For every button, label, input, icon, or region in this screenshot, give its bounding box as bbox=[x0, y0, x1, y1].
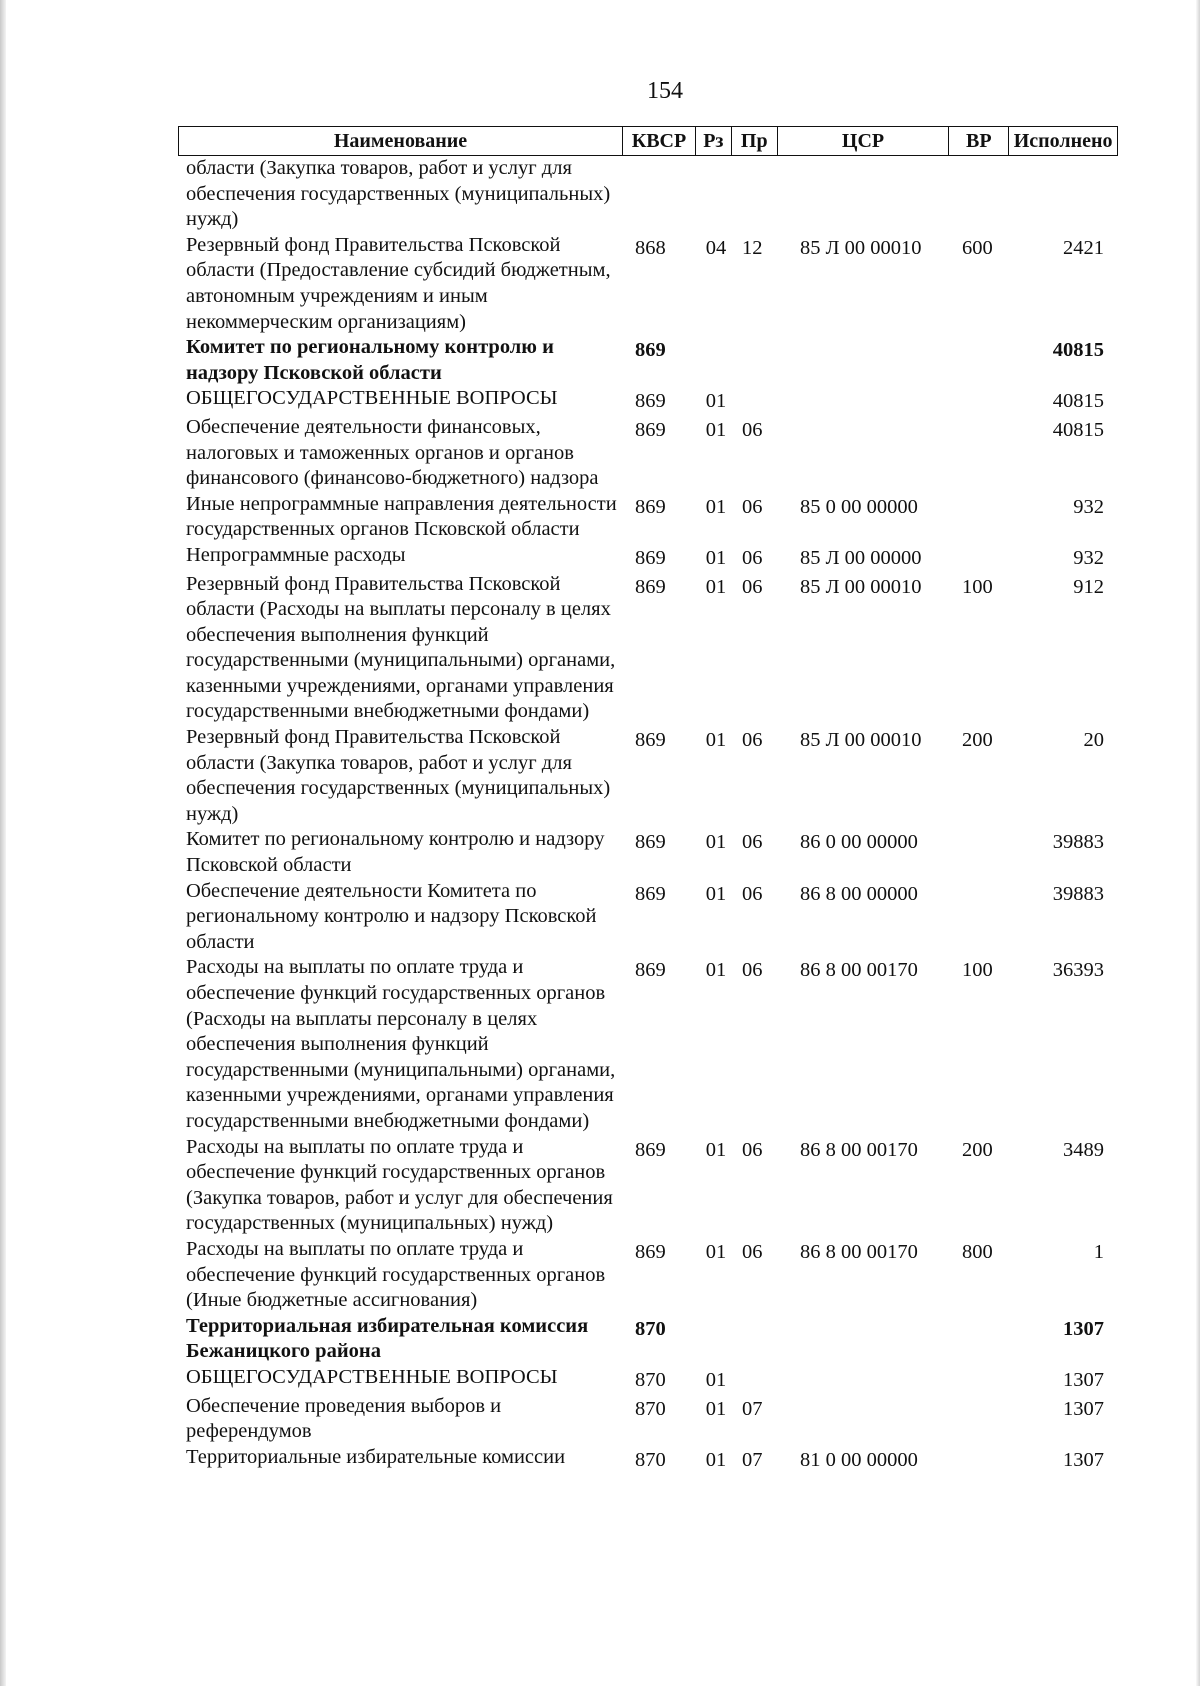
cell-rz: 01 bbox=[705, 1240, 727, 1263]
table-row bbox=[178, 1314, 1118, 1365]
cell-executed: 1307 bbox=[1063, 1397, 1104, 1420]
cell-rz: 01 bbox=[705, 1448, 727, 1471]
cell-kvsr: 870 bbox=[635, 1368, 666, 1391]
table-row bbox=[178, 725, 1118, 827]
cell-pr bbox=[732, 156, 778, 159]
cell-rz: 01 bbox=[705, 495, 727, 518]
cell-pr bbox=[732, 386, 778, 389]
header-kvsr: КВСР bbox=[623, 127, 696, 155]
cell-pr: 07 bbox=[742, 1448, 763, 1471]
cell-name: Обеспечение деятельности финансовых, налоговых и таможенных органов и органов финансового (финансово-бюджетного) надзора bbox=[186, 415, 599, 490]
scan-edge-right bbox=[1196, 0, 1200, 1686]
cell-kvsr: 869 bbox=[635, 390, 666, 413]
cell-csr: 85 Л 00 00000 bbox=[800, 546, 922, 569]
cell-executed: 932 bbox=[1073, 495, 1104, 518]
cell-csr: 86 8 00 00000 bbox=[800, 882, 918, 905]
cell-executed: 36393 bbox=[1052, 959, 1104, 982]
table-row bbox=[178, 543, 1118, 572]
cell-csr bbox=[778, 1365, 950, 1368]
cell-name: ОБЩЕГОСУДАРСТВЕННЫЕ ВОПРОСЫ bbox=[186, 1365, 558, 1388]
cell-rz: 01 bbox=[705, 1397, 727, 1420]
cell-vr bbox=[950, 879, 1010, 882]
cell-kvsr: 869 bbox=[635, 495, 666, 518]
table-row bbox=[178, 492, 1118, 543]
cell-vr bbox=[950, 1314, 1010, 1317]
cell-vr: 200 bbox=[962, 1138, 993, 1161]
cell-executed: 20 bbox=[1083, 729, 1104, 752]
cell-executed: 39883 bbox=[1052, 831, 1104, 854]
cell-pr: 06 bbox=[742, 1240, 763, 1263]
cell-rz: 01 bbox=[705, 1368, 727, 1391]
cell-vr bbox=[950, 543, 1010, 546]
header-name: Наименование bbox=[179, 127, 623, 155]
cell-name: Обеспечение деятельности Комитета по региональному контролю и надзору Псковской области bbox=[186, 879, 597, 953]
header-pr: Пр bbox=[732, 127, 778, 155]
cell-csr: 85 Л 00 00010 bbox=[800, 575, 922, 598]
cell-executed bbox=[1010, 156, 1118, 159]
cell-csr bbox=[778, 415, 950, 418]
cell-kvsr: 868 bbox=[635, 236, 666, 259]
cell-vr bbox=[950, 1365, 1010, 1368]
cell-vr: 800 bbox=[962, 1240, 993, 1263]
cell-rz: 01 bbox=[705, 959, 727, 982]
table-row bbox=[178, 1365, 1118, 1394]
cell-pr bbox=[732, 335, 778, 338]
cell-rz: 01 bbox=[705, 882, 727, 905]
cell-name: Непрограммные расходы bbox=[186, 543, 406, 566]
cell-pr: 06 bbox=[742, 1138, 763, 1161]
cell-name: Территориальные избирательные комиссии bbox=[186, 1445, 566, 1468]
cell-executed: 912 bbox=[1073, 575, 1104, 598]
cell-name: области (Закупка товаров, работ и услуг для обеспечения государственных (муниципальных) нужд) bbox=[186, 157, 611, 231]
cell-executed: 1307 bbox=[1063, 1448, 1104, 1471]
cell-csr: 86 8 00 00170 bbox=[800, 959, 918, 982]
table-body bbox=[178, 156, 1118, 1473]
table-header-row bbox=[178, 126, 1118, 156]
cell-vr bbox=[950, 827, 1010, 830]
cell-vr: 100 bbox=[962, 575, 993, 598]
table-row bbox=[178, 415, 1118, 492]
table-row bbox=[178, 156, 1118, 233]
cell-csr bbox=[778, 335, 950, 338]
table-row bbox=[178, 233, 1118, 335]
table-row bbox=[178, 1445, 1118, 1474]
cell-executed: 39883 bbox=[1052, 882, 1104, 905]
table-row bbox=[178, 1394, 1118, 1445]
cell-executed: 1307 bbox=[1063, 1317, 1104, 1340]
cell-name: Расходы на выплаты по оплате труда и обеспечение функций государственных органов (Иные бюджетные ассигнования) bbox=[186, 1237, 606, 1312]
cell-executed: 2421 bbox=[1063, 236, 1104, 259]
cell-pr: 07 bbox=[742, 1397, 763, 1420]
cell-rz: 01 bbox=[705, 729, 727, 752]
cell-pr: 06 bbox=[742, 729, 763, 752]
cell-csr: 86 8 00 00170 bbox=[800, 1240, 918, 1263]
cell-csr bbox=[778, 1394, 950, 1397]
cell-rz: 01 bbox=[705, 1138, 727, 1161]
cell-kvsr: 869 bbox=[635, 959, 666, 982]
cell-executed: 40815 bbox=[1052, 390, 1104, 413]
page-number: 154 bbox=[647, 78, 683, 104]
cell-vr bbox=[950, 1445, 1010, 1448]
cell-rz: 01 bbox=[705, 390, 727, 413]
cell-pr: 06 bbox=[742, 575, 763, 598]
cell-executed: 40815 bbox=[1052, 339, 1104, 362]
table-row bbox=[178, 335, 1118, 386]
cell-pr bbox=[732, 1314, 778, 1317]
cell-pr: 12 bbox=[742, 236, 763, 259]
cell-name: Комитет по региональному контролю и надзору Псковской области bbox=[186, 828, 605, 877]
table-row bbox=[178, 1135, 1118, 1237]
cell-name: Расходы на выплаты по оплате труда и обеспечение функций государственных органов (Закупка товаров, работ и услуг для обеспечения государственных (муниципальных) нужд) bbox=[186, 1135, 613, 1235]
cell-rz bbox=[696, 156, 732, 159]
cell-name: ОБЩЕГОСУДАРСТВЕННЫЕ ВОПРОСЫ bbox=[186, 387, 558, 410]
cell-csr: 85 Л 00 00010 bbox=[800, 729, 922, 752]
cell-csr: 85 Л 00 00010 bbox=[800, 236, 922, 259]
header-vr: ВР bbox=[949, 127, 1009, 155]
cell-rz: 01 bbox=[705, 546, 727, 569]
cell-executed: 932 bbox=[1073, 546, 1104, 569]
cell-name: Иные непрограммные направления деятельности государственных органов Псковской области bbox=[186, 492, 617, 541]
cell-kvsr: 869 bbox=[635, 1240, 666, 1263]
cell-kvsr: 869 bbox=[635, 575, 666, 598]
cell-kvsr: 870 bbox=[635, 1317, 666, 1340]
cell-vr: 200 bbox=[962, 729, 993, 752]
cell-csr: 85 0 00 00000 bbox=[800, 495, 918, 518]
cell-executed: 1 bbox=[1093, 1240, 1104, 1263]
cell-rz bbox=[696, 335, 732, 338]
header-executed: Исполнено bbox=[1013, 130, 1113, 152]
cell-executed: 40815 bbox=[1052, 418, 1104, 441]
cell-pr: 06 bbox=[742, 831, 763, 854]
cell-pr: 06 bbox=[742, 418, 763, 441]
cell-pr: 06 bbox=[742, 959, 763, 982]
cell-kvsr: 870 bbox=[635, 1397, 666, 1420]
cell-kvsr: 869 bbox=[635, 729, 666, 752]
cell-rz: 04 bbox=[705, 236, 727, 259]
cell-csr: 81 0 00 00000 bbox=[800, 1448, 918, 1471]
cell-rz: 01 bbox=[705, 575, 727, 598]
cell-kvsr: 869 bbox=[635, 546, 666, 569]
cell-executed: 1307 bbox=[1063, 1368, 1104, 1391]
table-row bbox=[178, 386, 1118, 415]
cell-csr bbox=[778, 156, 950, 159]
cell-name: Комитет по региональному контролю и надзору Псковской области bbox=[186, 336, 554, 384]
cell-vr: 600 bbox=[962, 236, 993, 259]
cell-name: Расходы на выплаты по оплате труда и обеспечение функций государственных органов (Расходы на выплаты персоналу в целях обеспечения выполнения функций государственными (муниципальными) органами, казенными учреждениями, органами управления государственными внебюджетными фондами) bbox=[186, 956, 616, 1132]
cell-kvsr: 869 bbox=[635, 831, 666, 854]
header-rz: Рз bbox=[696, 127, 732, 155]
cell-vr bbox=[950, 386, 1010, 389]
cell-vr bbox=[950, 156, 1010, 159]
cell-kvsr: 869 bbox=[635, 418, 666, 441]
cell-csr: 86 8 00 00170 bbox=[800, 1138, 918, 1161]
table-row bbox=[178, 572, 1118, 726]
table-row bbox=[178, 827, 1118, 878]
cell-pr: 06 bbox=[742, 546, 763, 569]
header-csr: ЦСР bbox=[778, 127, 950, 155]
cell-vr bbox=[950, 1394, 1010, 1397]
cell-kvsr bbox=[623, 156, 696, 159]
cell-csr bbox=[778, 1314, 950, 1317]
table-row bbox=[178, 879, 1118, 956]
cell-vr bbox=[950, 492, 1010, 495]
cell-name: Резервный фонд Правительства Псковской области (Закупка товаров, работ и услуг для обеспечения государственных (муниципальных) нужд) bbox=[186, 726, 611, 825]
cell-name: Территориальная избирательная комиссия Бежаницкого района bbox=[186, 1314, 589, 1363]
budget-report-table bbox=[178, 126, 1118, 1473]
cell-name: Резервный фонд Правительства Псковской области (Расходы на выплаты персоналу в целях обеспечения выполнения функций государственными (муниципальными) органами, казенными учреждениями, органами управления государственными внебюджетными фондами) bbox=[186, 572, 616, 723]
cell-rz bbox=[696, 1314, 732, 1317]
cell-pr: 06 bbox=[742, 495, 763, 518]
cell-name: Резервный фонд Правительства Псковской области (Предоставление субсидий бюджетным, автономным учреждениям и иным некоммерческим организациям) bbox=[186, 233, 611, 333]
cell-kvsr: 869 bbox=[635, 1138, 666, 1161]
cell-vr bbox=[950, 335, 1010, 338]
cell-csr: 86 0 00 00000 bbox=[800, 831, 918, 854]
cell-name: Обеспечение проведения выборов и референдумов bbox=[186, 1394, 502, 1443]
cell-kvsr: 870 bbox=[635, 1448, 666, 1471]
table-row bbox=[178, 955, 1118, 1134]
cell-pr bbox=[732, 1365, 778, 1368]
cell-kvsr: 869 bbox=[635, 339, 666, 362]
cell-pr: 06 bbox=[742, 882, 763, 905]
table-row bbox=[178, 1237, 1118, 1314]
cell-vr bbox=[950, 415, 1010, 418]
cell-rz: 01 bbox=[705, 831, 727, 854]
cell-vr: 100 bbox=[962, 959, 993, 982]
scan-edge-left bbox=[0, 0, 6, 1686]
cell-kvsr: 869 bbox=[635, 882, 666, 905]
cell-rz: 01 bbox=[705, 418, 727, 441]
cell-csr bbox=[778, 386, 950, 389]
cell-executed: 3489 bbox=[1063, 1138, 1104, 1161]
